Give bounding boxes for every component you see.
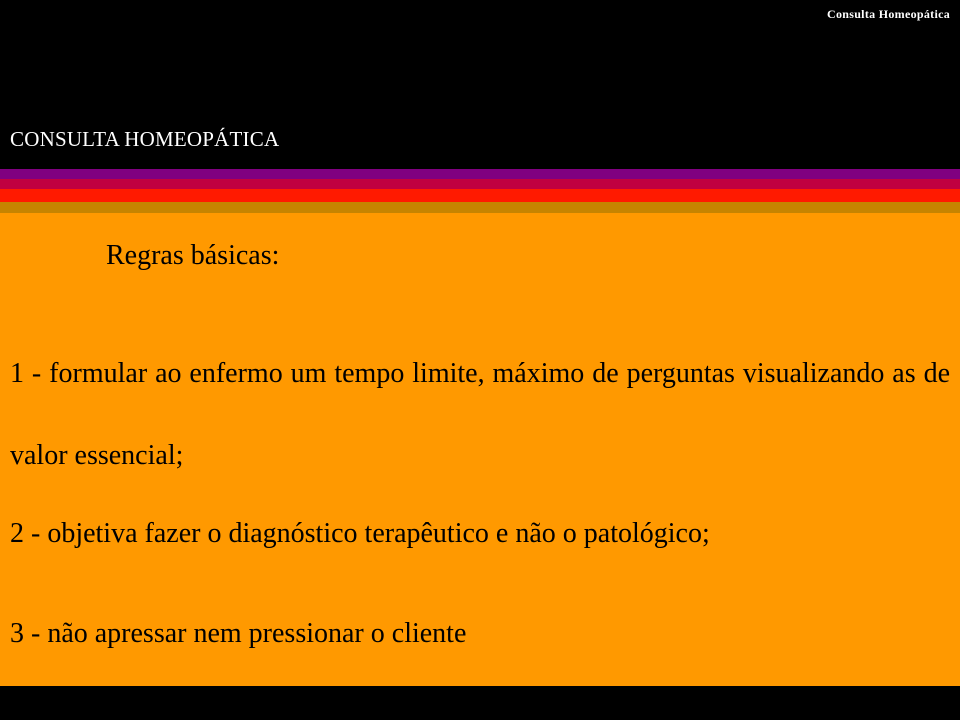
stripe-crimson (0, 179, 960, 189)
stripe-red (0, 189, 960, 202)
content-subtitle: Regras básicas: (106, 240, 280, 271)
rule-item-2: 2 - objetiva fazer o diagnóstico terapêutico e não o patológico; (10, 518, 710, 549)
stripe-ochre (0, 202, 960, 213)
slide-title: CONSULTA HOMEOPÁTICA (10, 127, 280, 151)
corner-label: Consulta Homeopática (827, 7, 950, 21)
content-panel (0, 213, 960, 686)
rule-item-3: 3 - não apressar nem pressionar o cliente (10, 618, 467, 649)
stripe-purple (0, 169, 960, 179)
rule-item-1: 1 - formular ao enfermo um tempo limite, máximo de perguntas visualizando as de valor essencial; (10, 358, 950, 471)
